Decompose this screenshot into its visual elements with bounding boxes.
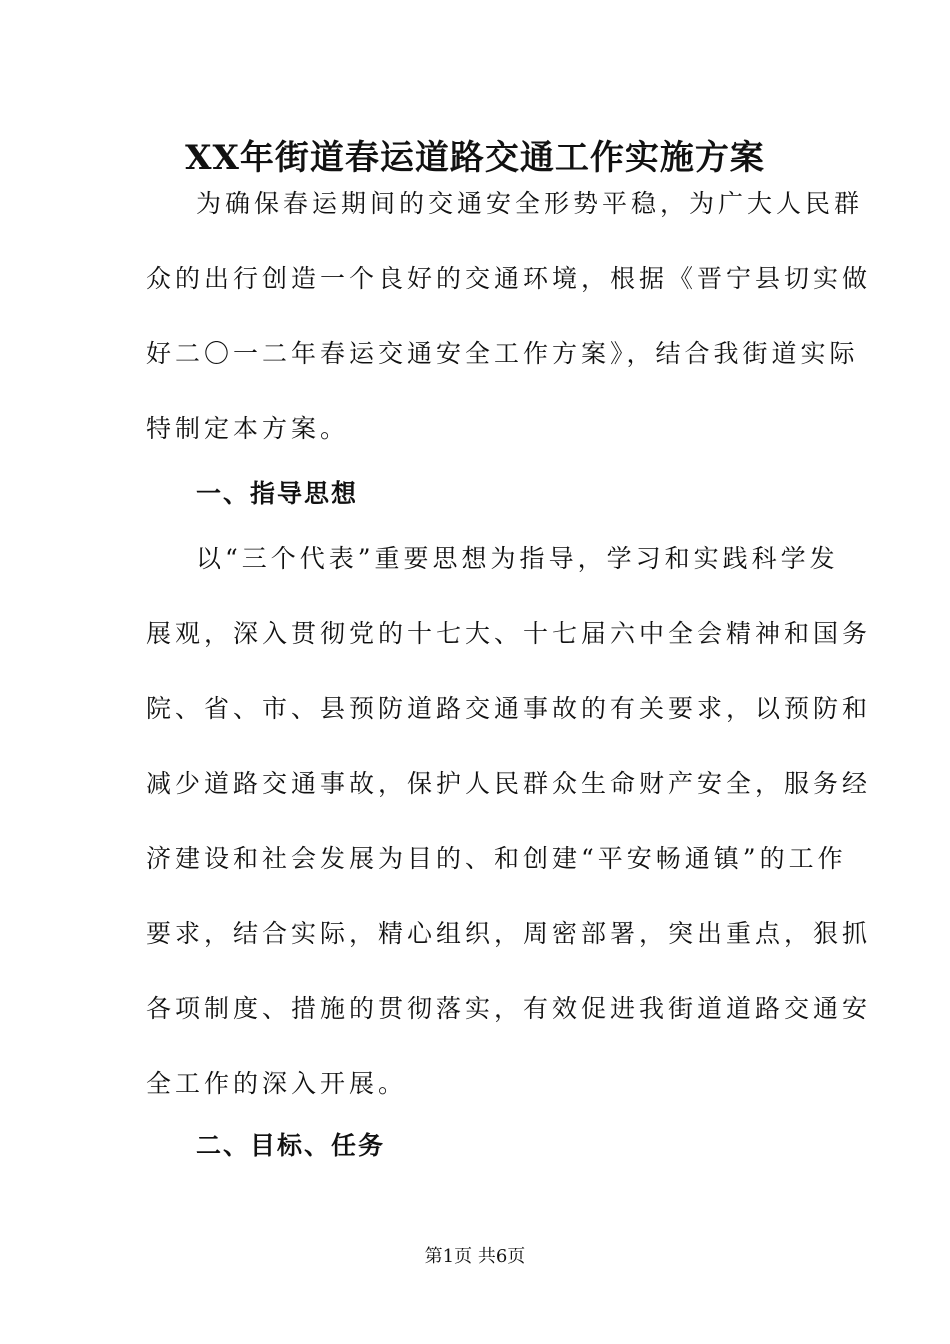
section1-line-5: 济建设和社会发展为目的、和创建“平安畅通镇”的工作 <box>146 844 847 873</box>
section1-line-1: 以“三个代表”重要思想为指导，学习和实践科学发 <box>196 544 839 573</box>
section-heading-guiding-ideology: 一、指导思想 <box>196 479 359 508</box>
intro-line-2: 众的出行创造一个良好的交通环境，根据《晋宁县切实做 <box>146 264 872 293</box>
section1-line-7: 各项制度、措施的贯彻落实，有效促进我街道道路交通安 <box>146 994 872 1023</box>
intro-line-1: 为确保春运期间的交通安全形势平稳，为广大人民群 <box>196 189 864 218</box>
document-title: XX年街道春运道路交通工作实施方案 <box>185 138 765 178</box>
section1-line-3: 院、省、市、县预防道路交通事故的有关要求，以预防和 <box>146 694 872 723</box>
section1-line-8: 全工作的深入开展。 <box>146 1069 408 1098</box>
intro-line-4: 特制定本方案。 <box>146 414 350 443</box>
section1-line-4: 减少道路交通事故，保护人民群众生命财产安全，服务经 <box>146 769 872 798</box>
section1-line-6: 要求，结合实际，精心组织，周密部署，突出重点，狠抓 <box>146 919 872 948</box>
section-heading-goals-tasks: 二、目标、任务 <box>196 1131 386 1160</box>
section1-line-2: 展观，深入贯彻党的十七大、十七届六中全会精神和国务 <box>146 619 872 648</box>
intro-line-3: 好二〇一二年春运交通安全工作方案》，结合我街道实际 <box>146 339 859 368</box>
page-number-footer: 第1页 共6页 <box>424 1246 526 1267</box>
